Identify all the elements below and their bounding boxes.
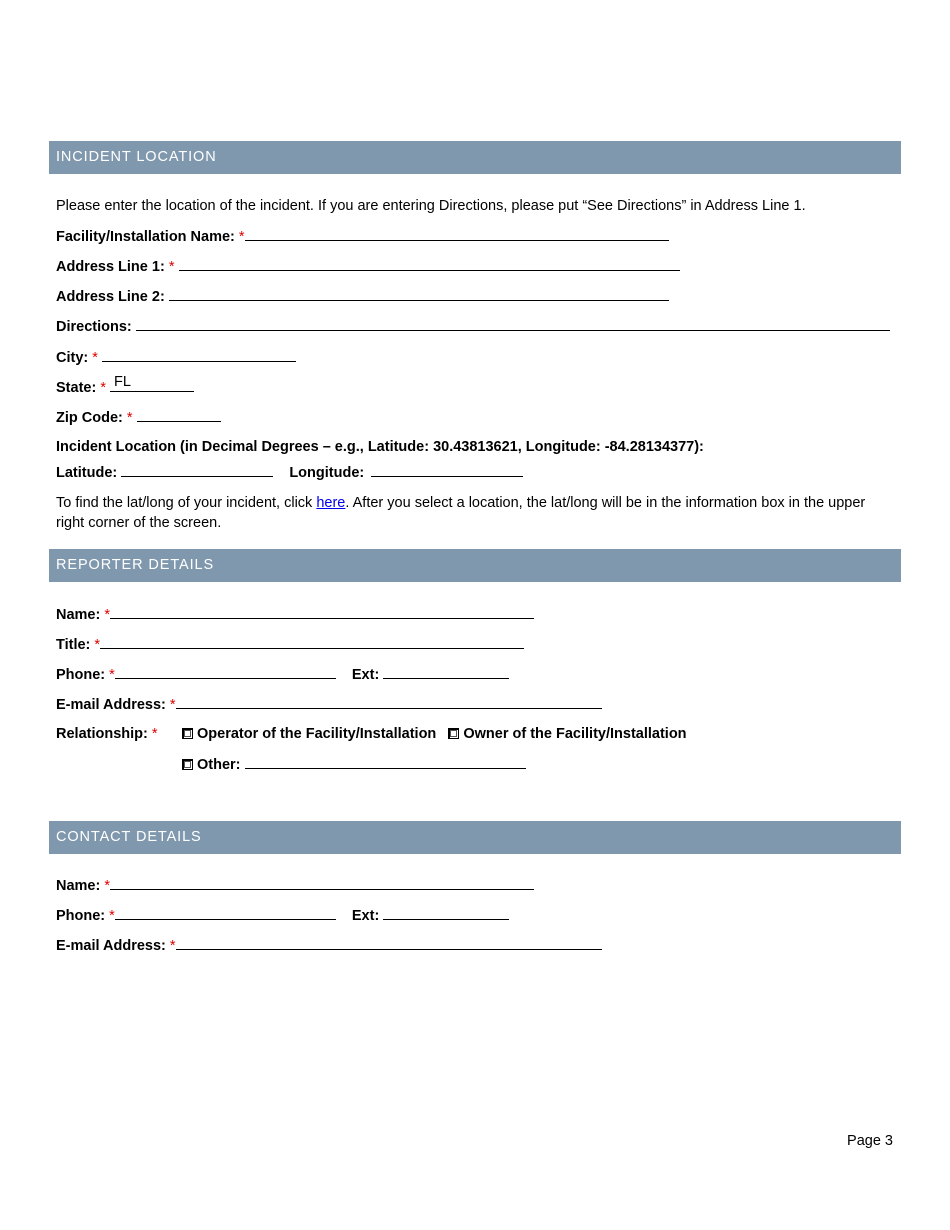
reporter-name-row <box>56 605 534 624</box>
address-line-2-row <box>56 287 669 306</box>
relationship-label: Relationship: <box>56 726 148 742</box>
reporter-email-row <box>56 695 602 714</box>
reporter-phone-row <box>56 665 509 684</box>
reporter-details-header: REPORTER DETAILS <box>49 549 901 582</box>
contact-name-field[interactable] <box>110 876 534 890</box>
contact-ext-label: Ext: <box>351 908 380 924</box>
contact-email-row <box>56 936 602 955</box>
required-marker: * <box>104 607 111 623</box>
reporter-ext-label: Ext: <box>351 667 380 683</box>
facility-name-label: Facility/Installation Name: <box>56 229 235 245</box>
state-field[interactable] <box>110 374 194 392</box>
reporter-ext-field[interactable] <box>383 665 509 679</box>
required-marker: * <box>94 637 101 653</box>
state-value: FL <box>114 374 131 390</box>
city-label: City: <box>56 350 89 366</box>
contact-ext-field[interactable] <box>383 906 509 920</box>
other-relationship-field[interactable] <box>245 755 526 769</box>
reporter-title-row <box>56 635 524 654</box>
contact-name-row <box>56 876 534 895</box>
reporter-email-field[interactable] <box>176 695 602 709</box>
contact-phone-label: Phone: <box>56 908 106 924</box>
owner-option-label: Owner of the Facility/Installation <box>463 726 687 742</box>
directions-label: Directions: <box>56 319 132 335</box>
reporter-phone-label: Phone: <box>56 667 106 683</box>
instructions-text-before: To find the lat/long of your incident, click <box>56 495 317 511</box>
contact-phone-row <box>56 906 509 925</box>
page-number: Page 3 <box>847 1133 893 1149</box>
required-marker: * <box>109 667 115 683</box>
relationship-options-row-2 <box>182 755 526 774</box>
facility-name-row <box>56 227 669 246</box>
lat-long-instructions <box>56 493 896 533</box>
required-marker: * <box>169 697 176 713</box>
reporter-name-field[interactable] <box>110 605 534 619</box>
latitude-field[interactable] <box>121 463 273 477</box>
reporter-phone-field[interactable] <box>115 665 336 679</box>
required-marker: * <box>100 380 106 396</box>
address-line-1-field[interactable] <box>179 257 680 271</box>
lat-long-row <box>56 463 523 482</box>
zip-label: Zip Code: <box>56 410 123 426</box>
operator-checkbox[interactable] <box>182 728 193 739</box>
state-label: State: <box>56 380 97 396</box>
reporter-title-label: Title: <box>56 637 91 653</box>
state-row <box>56 374 194 397</box>
required-marker: * <box>109 908 115 924</box>
contact-email-field[interactable] <box>176 936 602 950</box>
latitude-label: Latitude: <box>56 465 118 481</box>
contact-email-label: E-mail Address: <box>56 938 166 954</box>
reporter-title-field[interactable] <box>100 635 524 649</box>
facility-name-field[interactable] <box>245 227 669 241</box>
owner-checkbox[interactable] <box>448 728 459 739</box>
incident-location-header: INCIDENT LOCATION <box>49 141 901 174</box>
directions-field[interactable] <box>136 317 890 331</box>
reporter-name-label: Name: <box>56 607 101 623</box>
incident-location-intro: Please enter the location of the incident. If you are entering Directions, please put “See Directions” in Address Line 1. <box>56 198 806 214</box>
reporter-email-label: E-mail Address: <box>56 697 166 713</box>
required-marker: * <box>151 726 158 742</box>
zip-field[interactable] <box>137 408 221 422</box>
required-marker: * <box>168 259 175 275</box>
directions-row <box>56 317 890 336</box>
address-line-2-field[interactable] <box>169 287 669 301</box>
contact-name-label: Name: <box>56 878 101 894</box>
longitude-field[interactable] <box>371 463 523 477</box>
operator-option-label: Operator of the Facility/Installation <box>197 726 437 742</box>
other-checkbox[interactable] <box>182 759 193 770</box>
other-option-label: Other: <box>197 757 241 773</box>
address-line-1-row <box>56 257 680 276</box>
map-link[interactable]: here <box>316 495 346 511</box>
city-field[interactable] <box>102 348 296 362</box>
required-marker: * <box>169 938 176 954</box>
instructions-text-after: . After you select a location, the lat/long will be in the information box in the upper right corner of the screen. <box>56 495 866 531</box>
decimal-degrees-heading: Incident Location (in Decimal Degrees – e.g., Latitude: 30.43813621, Longitude: -84.28134377): <box>56 439 704 455</box>
contact-phone-field[interactable] <box>115 906 336 920</box>
address-line-1-label: Address Line 1: <box>56 259 165 275</box>
required-marker: * <box>92 350 98 366</box>
relationship-row <box>56 725 158 743</box>
zip-row <box>56 408 221 427</box>
city-row <box>56 348 296 367</box>
contact-details-header: CONTACT DETAILS <box>49 821 901 854</box>
longitude-label: Longitude: <box>289 465 365 481</box>
required-marker: * <box>238 229 245 245</box>
required-marker: * <box>126 410 133 426</box>
relationship-options-row-1 <box>182 725 687 743</box>
address-line-2-label: Address Line 2: <box>56 289 165 305</box>
required-marker: * <box>104 878 111 894</box>
